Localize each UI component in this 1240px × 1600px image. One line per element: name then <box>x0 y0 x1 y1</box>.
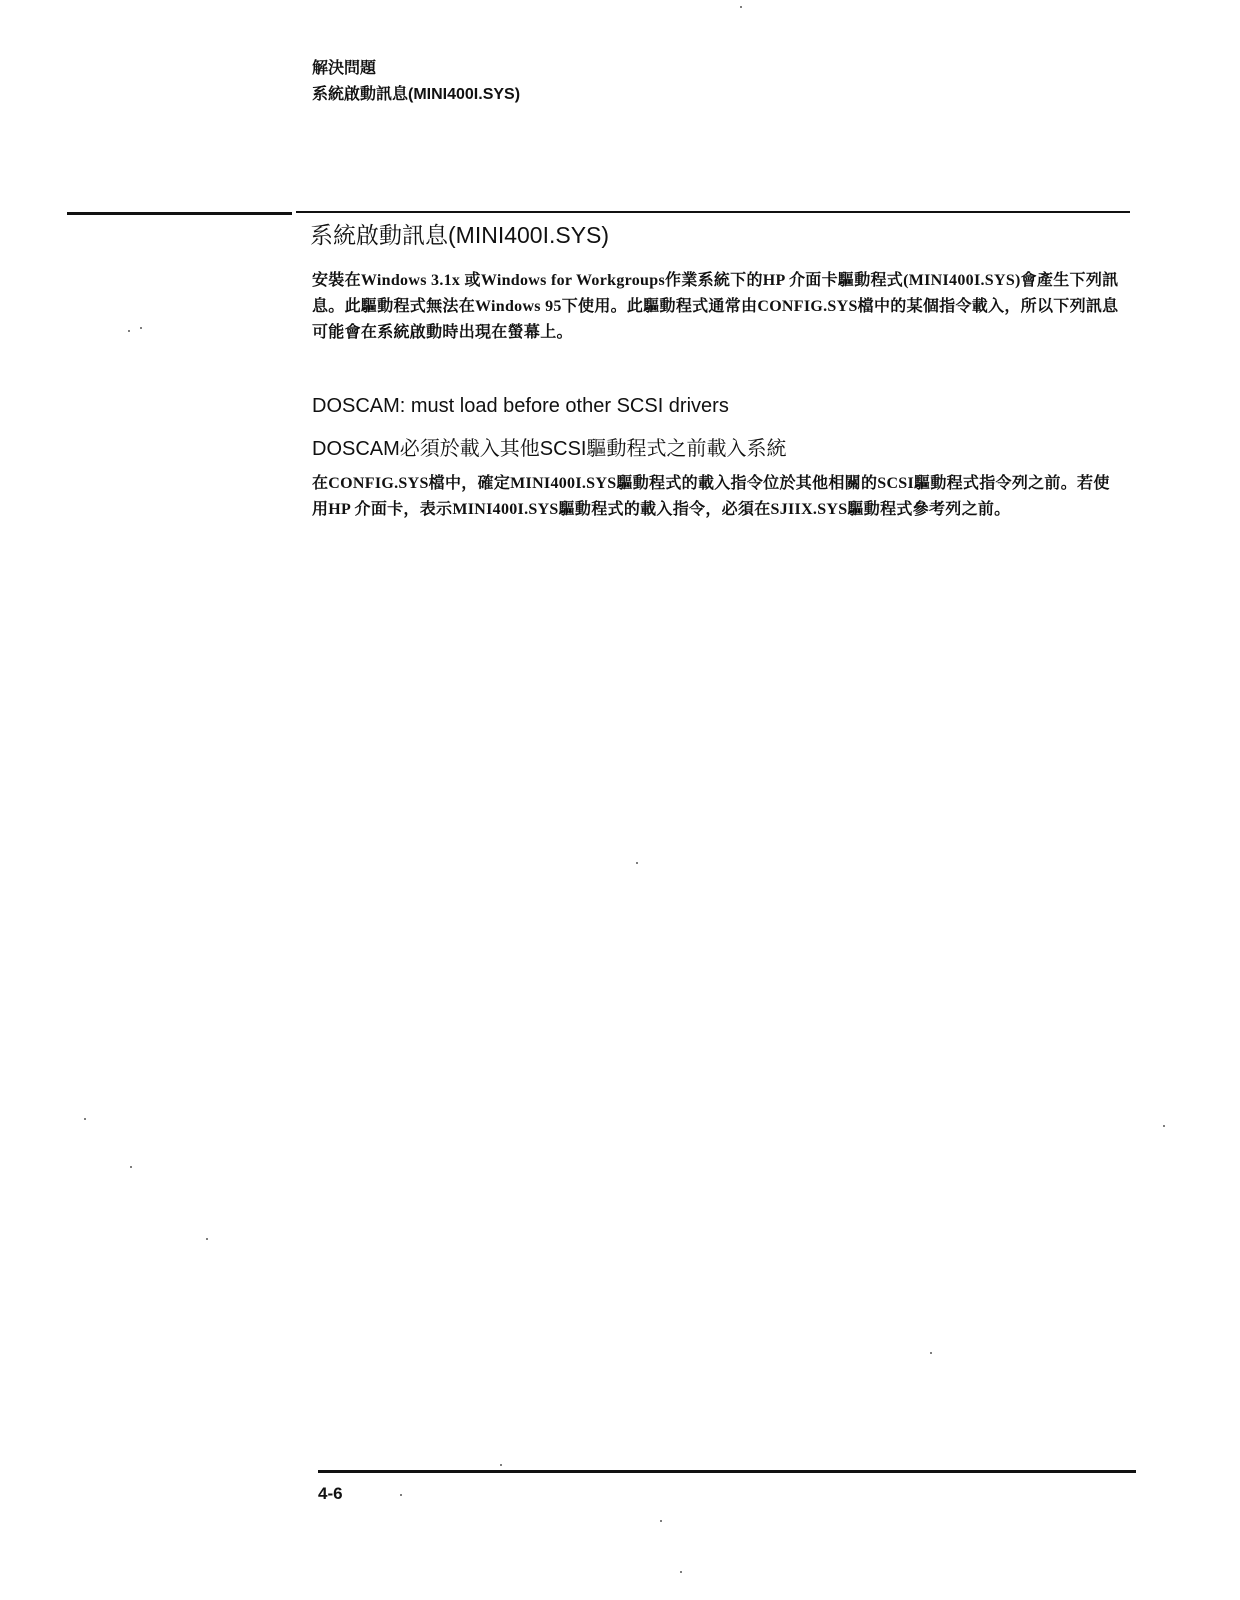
footer-rule <box>318 1470 1136 1473</box>
running-header <box>312 56 520 108</box>
error-message-english: DOSCAM: must load before other SCSI drivers <box>312 395 729 417</box>
running-header-chapter: 解決問題 <box>312 60 377 77</box>
left-margin-rule <box>67 212 292 215</box>
page-number: 4-6 <box>318 1484 343 1503</box>
running-header-section: 系統啟動訊息(MINI400I.SYS) <box>312 86 521 103</box>
error-explanation: 在CONFIG.SYS檔中，確定MINI400I.SYS驅動程式的載入指令位於其他相關的SCSI驅動程式指令列之前。若使用HP 介面卡，表示MINI400I.SYS驅動程式的載入指令，必須在SJIIX.SYS驅動程式參考列之前。 <box>312 475 1110 518</box>
section-rule <box>296 211 1130 213</box>
error-message-chinese: DOSCAM必須於載入其他SCSI驅動程式之前載入系統 <box>312 438 787 460</box>
intro-paragraph: 安裝在Windows 3.1x 或Windows for Workgroups作業系統下的HP 介面卡驅動程式(MINI400I.SYS)會產生下列訊息。此驅動程式無法在Windows 95下使用。此驅動程式通常由CONFIG.SYS檔中的某個指令載入，所以下列訊息可能會在系統啟動時出現在螢幕上。 <box>312 272 1119 341</box>
section-title: 系統啟動訊息(MINI400I.SYS) <box>310 222 610 248</box>
